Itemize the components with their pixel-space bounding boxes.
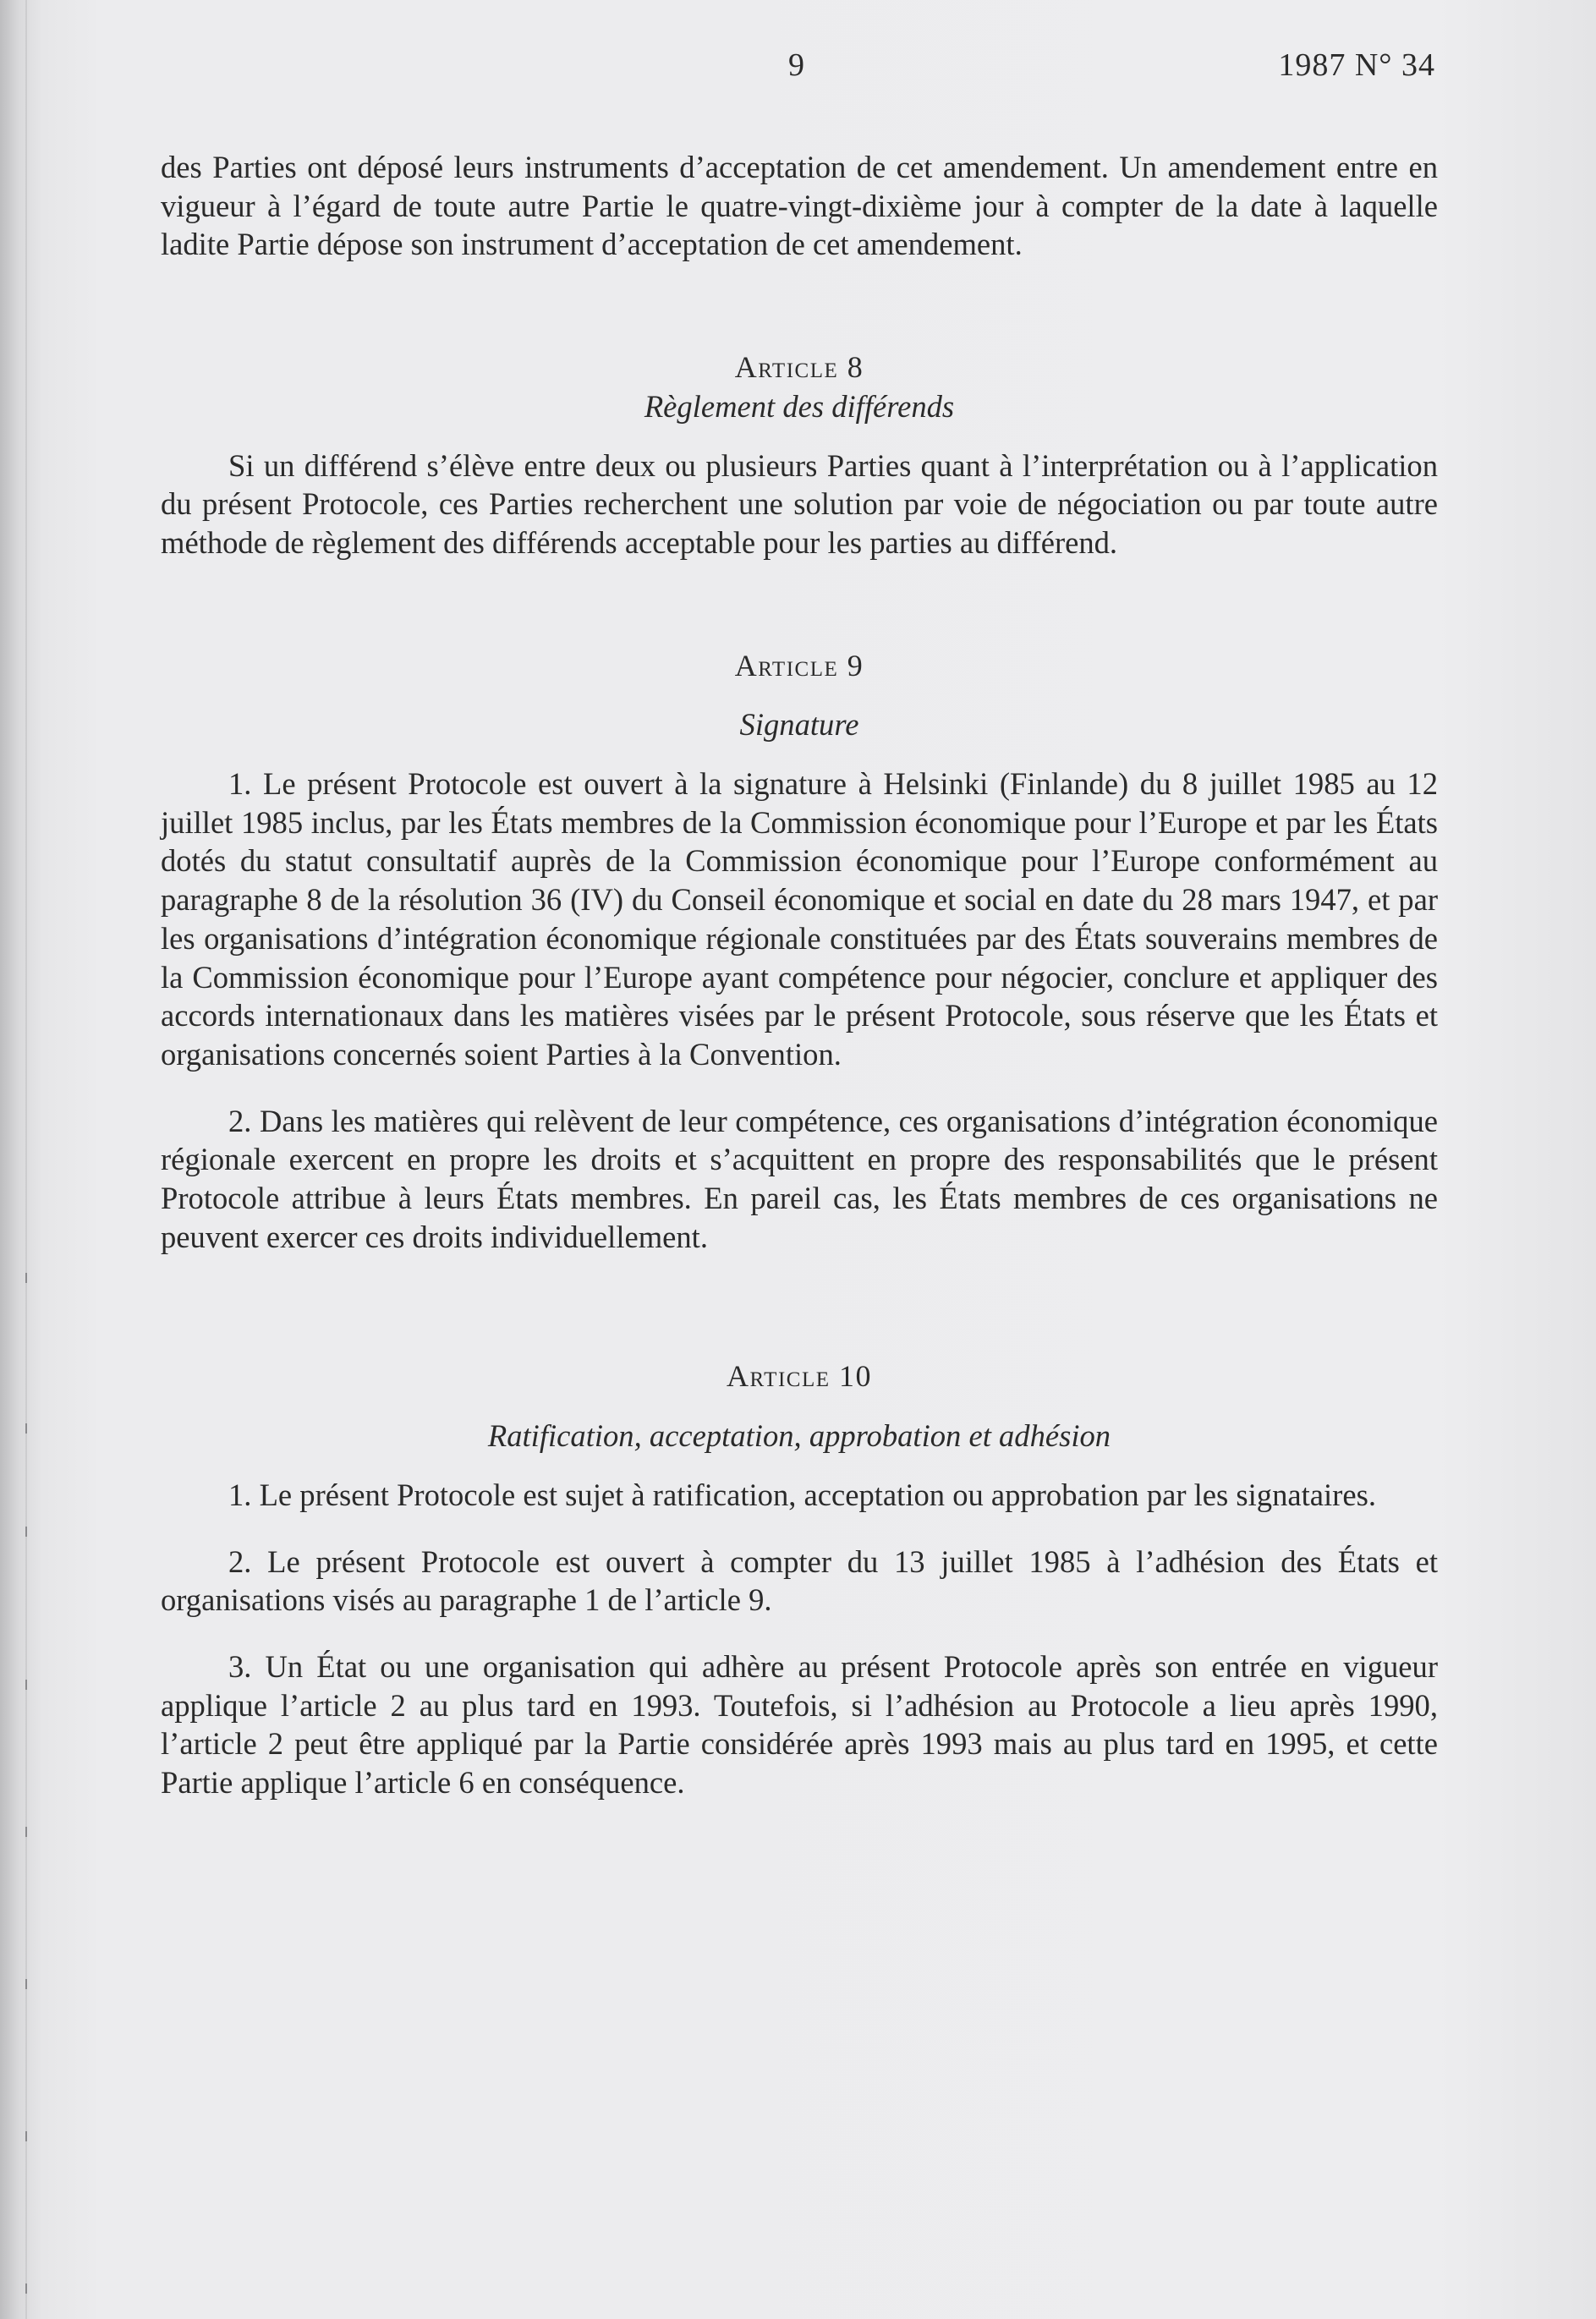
paragraph: 1. Le présent Protocole est sujet à ratification, acceptation ou approbation par les signataires. <box>228 1477 1376 1512</box>
article-title: Ratification, acceptation, approbation et adhésion <box>487 1418 1111 1454</box>
document-body <box>161 148 1438 1802</box>
article-heading: Article 9 <box>734 648 864 683</box>
gutter-tick <box>25 2131 36 2141</box>
gutter-tick <box>25 1979 36 1989</box>
paragraph: 1. Le présent Protocole est ouvert à la signature à Helsinki (Finlande) du 8 juillet 1985 au 12 juillet 1985 inclus, par les États membres de la Commission économique pour l’Europe et par les États dotés du statut consultatif auprès de la Commission économique pour l’Europe conformément au paragraphe 8 de la résolution 36 (IV) du Conseil économique et social en date du 28 mars 1947, et par les organisations d’intégration économique régionale constituées par des États souverains membres de la Commission économique pour l’Europe ayant compétence pour négocier, conclure et appliquer des accords internationaux dans les matières visées par le présent Protocole, sous réserve que les États et organisations concernés soient Parties à la Convention. <box>161 766 1438 1072</box>
issue-number: 1987 N° 34 <box>1278 47 1435 83</box>
article-heading: Article 8 <box>734 350 864 385</box>
gutter-tick <box>25 1527 36 1537</box>
gutter-tick <box>25 1827 36 1837</box>
page-header <box>161 47 1435 89</box>
gutter-tick <box>25 1273 36 1283</box>
page-number: 9 <box>788 47 804 83</box>
article-title: Règlement des différends <box>644 388 955 424</box>
gutter-tick <box>25 2283 36 2294</box>
paragraph: 2. Le présent Protocole est ouvert à compter du 13 juillet 1985 à l’adhésion des États et organisations visés au paragraphe 1 de l’article 9. <box>161 1543 1438 1618</box>
paragraph: 3. Un État ou une organisation qui adhère au présent Protocole après son entrée en vigueur applique l’article 2 au plus tard en 1993. Toutefois, si l’adhésion au Protocole a lieu après 1990, l’article 2 peut être appliqué par la Partie considérée après 1993 mais au plus tard en 1995, et cette Partie applique l’article 6 en conséquence. <box>161 1648 1438 1801</box>
article-title: Signature <box>739 707 859 743</box>
gutter-tick <box>25 1680 36 1690</box>
paragraph: Si un différend s’élève entre deux ou plusieurs Parties quant à l’interprétation ou à l’application du présent Protocole, ces Parties recherchent une solution par voie de négociation ou par toute autre méthode de règlement des différends acceptable pour les parties au différend. <box>161 447 1438 560</box>
binding-gutter <box>25 0 27 2319</box>
gutter-tick <box>25 1423 36 1434</box>
paragraph-amendment-end: des Parties ont déposé leurs instruments d’acceptation de cet amendement. Un amendement entre en vigueur à l’égard de toute autre Partie le quatre-vingt-dixième jour à compter de la date à laquelle ladite Partie dépose son instrument d’acceptation de cet amendement. <box>161 150 1438 262</box>
article-heading: Article 10 <box>727 1359 872 1394</box>
paragraph: 2. Dans les matières qui relèvent de leur compétence, ces organisations d’intégration économique régionale exercent en propre les droits et s’acquittent en propre des responsabilités que le présent Protocole attribue à leurs États membres. En pareil cas, les États membres de ces organisations ne peuvent exercer ces droits individuellement. <box>161 1103 1438 1254</box>
